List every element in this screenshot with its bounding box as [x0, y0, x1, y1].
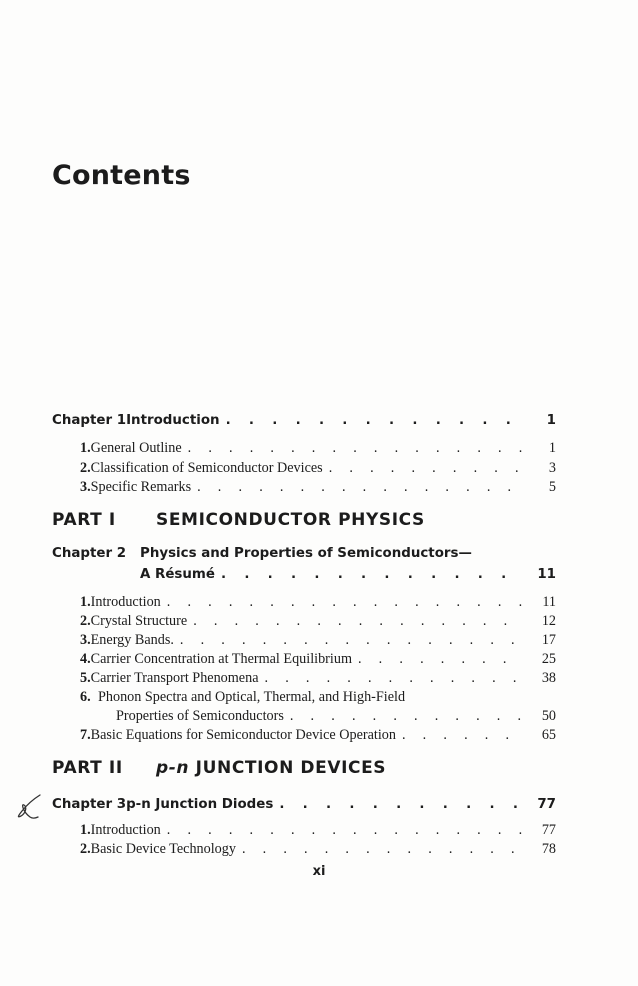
part-heading-2	[52, 758, 386, 778]
section-page-number: 25	[541, 651, 556, 667]
section-number: 3.	[80, 632, 91, 648]
chapter-label: Chapter 1	[52, 413, 127, 428]
toc-section-continued[interactable]	[116, 708, 528, 725]
dot-leader	[161, 594, 522, 611]
section-number: 3.	[80, 479, 91, 495]
section-title-line1: Phonon Spectra and Optical, Thermal, and High-Field	[98, 689, 406, 705]
section-page-number: 5	[548, 479, 556, 495]
section-title: General Outline	[90, 440, 182, 456]
section-title: Classification of Semiconductor Devices	[90, 460, 323, 476]
dot-leader	[352, 651, 522, 668]
section-title: Carrier Concentration at Thermal Equilibrium	[90, 651, 352, 667]
toc-section[interactable]	[80, 594, 528, 611]
section-title: Basic Equations for Semiconductor Device Operation	[90, 727, 396, 743]
toc-section[interactable]	[80, 632, 528, 649]
chapter-title-line2: A Résumé	[140, 567, 215, 582]
section-number: 7.	[80, 727, 91, 743]
section-page-number: 12	[541, 613, 556, 629]
part-heading-1	[52, 510, 425, 530]
chapter-page-number: 11	[537, 567, 556, 582]
section-number: 1.	[80, 440, 91, 456]
chapter-label: Chapter 2	[52, 546, 127, 561]
dot-leader	[220, 413, 522, 428]
chapter-title: p-n Junction Diodes	[126, 797, 274, 812]
toc-section[interactable]	[80, 613, 528, 630]
section-number: 1.	[80, 822, 91, 838]
toc-section[interactable]	[80, 822, 528, 839]
toc-section[interactable]	[80, 460, 528, 477]
dot-leader	[187, 613, 522, 630]
part-label: PART II	[52, 758, 123, 778]
toc-section[interactable]	[80, 651, 528, 668]
dot-leader	[396, 727, 522, 744]
toc-chapter-3[interactable]	[52, 797, 528, 812]
page-folio: xi	[312, 864, 326, 879]
section-title: Crystal Structure	[90, 613, 188, 629]
dot-leader	[236, 841, 522, 858]
section-number: 2.	[80, 460, 91, 476]
page-heading: Contents	[52, 160, 191, 191]
section-page-number: 11	[542, 594, 556, 610]
toc-chapter-2[interactable]	[52, 546, 528, 561]
section-page-number: 77	[541, 822, 556, 838]
section-page-number: 38	[541, 670, 556, 686]
chapter-page-number: 1	[546, 413, 556, 428]
toc-chapter-2-continued[interactable]	[140, 567, 528, 582]
toc-section[interactable]	[80, 727, 528, 744]
dot-leader	[174, 632, 522, 649]
section-number: 2.	[80, 841, 91, 857]
part-title-italic: p-n	[156, 758, 190, 778]
chapter-title: Introduction	[126, 413, 220, 428]
handwritten-alpha-mark	[14, 792, 44, 820]
section-number: 6.	[80, 689, 91, 705]
section-number: 5.	[80, 670, 91, 686]
section-number: 1.	[80, 594, 91, 610]
part-title: SEMICONDUCTOR PHYSICS	[156, 510, 425, 530]
toc-section[interactable]	[80, 689, 528, 706]
section-title: Carrier Transport Phenomena	[90, 670, 259, 686]
section-page-number: 65	[541, 727, 556, 743]
section-title: Introduction	[90, 822, 161, 838]
toc-section[interactable]	[80, 479, 528, 496]
section-page-number: 17	[541, 632, 556, 648]
toc-section[interactable]	[80, 841, 528, 858]
toc-chapter-1[interactable]	[52, 413, 528, 428]
section-title: Introduction	[90, 594, 161, 610]
dot-leader	[284, 708, 522, 725]
section-number: 4.	[80, 651, 91, 667]
dot-leader	[215, 567, 522, 582]
dot-leader	[191, 479, 522, 496]
chapter-page-number: 77	[537, 797, 556, 812]
section-page-number: 1	[548, 440, 556, 456]
dot-leader	[182, 440, 522, 457]
toc-section[interactable]	[80, 670, 528, 687]
chapter-label: Chapter 3	[52, 797, 127, 812]
section-title: Specific Remarks	[90, 479, 192, 495]
part-title: JUNCTION DEVICES	[189, 758, 387, 778]
chapter-title-line1: Physics and Properties of Semiconductors—	[140, 546, 472, 561]
section-title: Energy Bands.	[90, 632, 174, 648]
part-label: PART I	[52, 510, 116, 530]
section-page-number: 3	[548, 460, 556, 476]
section-page-number: 78	[541, 841, 556, 857]
dot-leader	[259, 670, 523, 687]
dot-leader	[323, 460, 522, 477]
section-page-number: 50	[541, 708, 556, 724]
section-title-line2: Properties of Semiconductors	[116, 708, 284, 724]
section-number: 2.	[80, 613, 91, 629]
toc-section[interactable]	[80, 440, 528, 457]
dot-leader	[273, 797, 522, 812]
section-title: Basic Device Technology	[90, 841, 236, 857]
dot-leader	[161, 822, 522, 839]
